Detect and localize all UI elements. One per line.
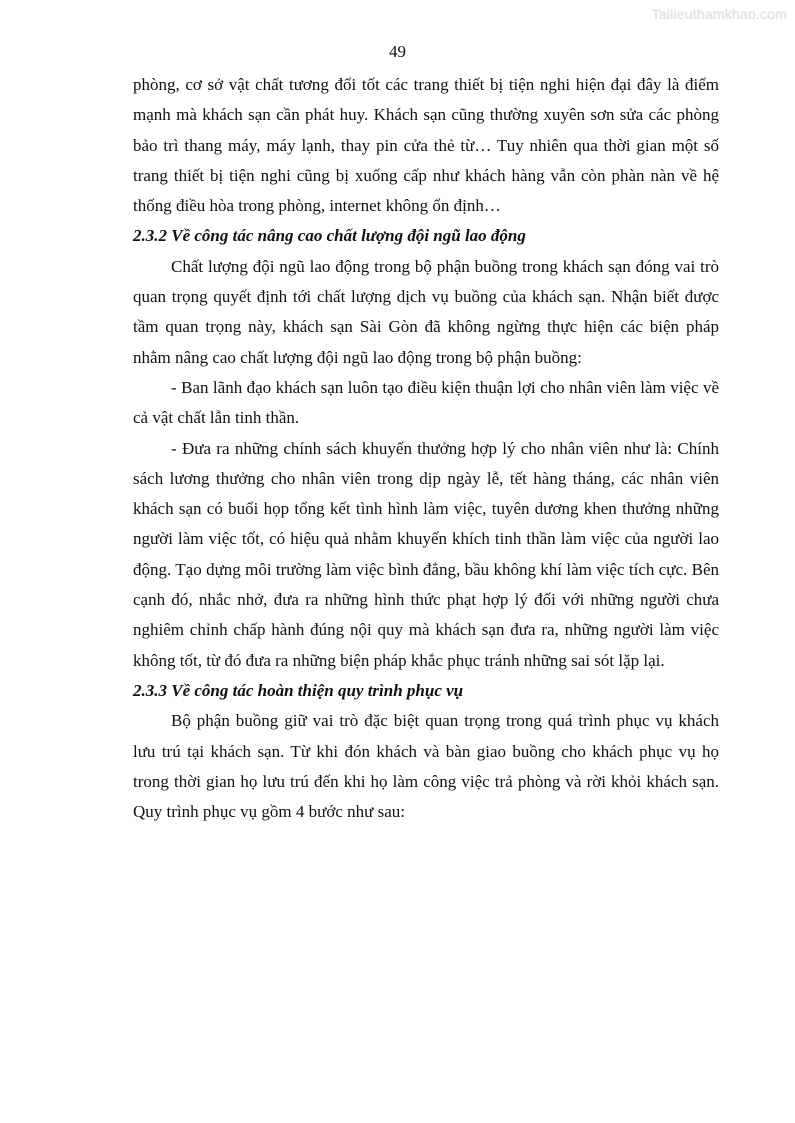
paragraph-staff-quality: Chất lượng đội ngũ lao động trong bộ phận buồng trong khách sạn đóng vai trò quan trọng quyết định tới chất lượng dịch vụ buồng của khách sạn. Nhận biết được tầm quan trọng này, khách sạn Sài Gòn đã không ngừng thực hiện các biện pháp nhằm nâng cao chất lượng đội ngũ lao động trong bộ phận buồng: [133,256,719,367]
paragraph-bullet-management: - Ban lãnh đạo khách sạn luôn tạo điều kiện thuận lợi cho nhân viên làm việc về cả vật chất lẫn tinh thần. [133,377,719,428]
document-body [133,70,719,827]
paragraph-facilities: phòng, cơ sở vật chất tương đối tốt các trang thiết bị tiện nghi hiện đại đây là điểm mạnh mà khách sạn cần phát huy. Khách sạn cũng thường xuyên sơn sửa các phòng bảo trì thang máy, máy lạnh, thay pin cửa thẻ từ… Tuy nhiên qua thời gian một số trang thiết bị tiện nghi cũng bị xuống cấp như khách hàng vẫn còn phàn nàn về hệ thống điều hòa trong phòng, internet không ổn định… [133,75,719,216]
page-number: 49 [389,42,406,61]
watermark: Tailieuthamkhao.com [651,6,787,22]
section-heading-2-3-2: 2.3.2 Về công tác nâng cao chất lượng đội ngũ lao động [133,226,526,246]
paragraph-bullet-reward-policy: - Đưa ra những chính sách khuyến thưởng hợp lý cho nhân viên như là: Chính sách lương thưởng cho nhân viên trong dịp ngày lễ, tết hàng tháng, các nhân viên khách sạn có buổi họp tổng kết tình hình làm việc, tuyên dương khen thưởng những người làm việc tốt, có hiệu quả nhằm khuyến khích tinh thần làm việc của người lao động. Tạo dựng môi trường làm việc bình đẳng, bầu không khí làm việc tích cực. Bên cạnh đó, nhắc nhở, đưa ra những hình thức phạt hợp lý đối với những người chưa nghiêm chỉnh chấp hành đúng nội quy mà khách sạn đưa ra, những người làm việc không tốt, từ đó đưa ra những biện pháp khắc phục tránh những sai sót lặp lại. [133,438,719,670]
section-heading-2-3-3: 2.3.3 Về công tác hoàn thiện quy trình phục vụ [133,680,464,700]
paragraph-service-process: Bộ phận buồng giữ vai trò đặc biệt quan trọng trong quá trình phục vụ khách lưu trú tại khách sạn. Từ khi đón khách và bàn giao buồng cho khách phục vụ họ trong thời gian họ lưu trú đến khi họ làm công việc trả phòng và rời khỏi khách sạn. Quy trình phục vụ gồm 4 bước như sau: [133,711,719,822]
